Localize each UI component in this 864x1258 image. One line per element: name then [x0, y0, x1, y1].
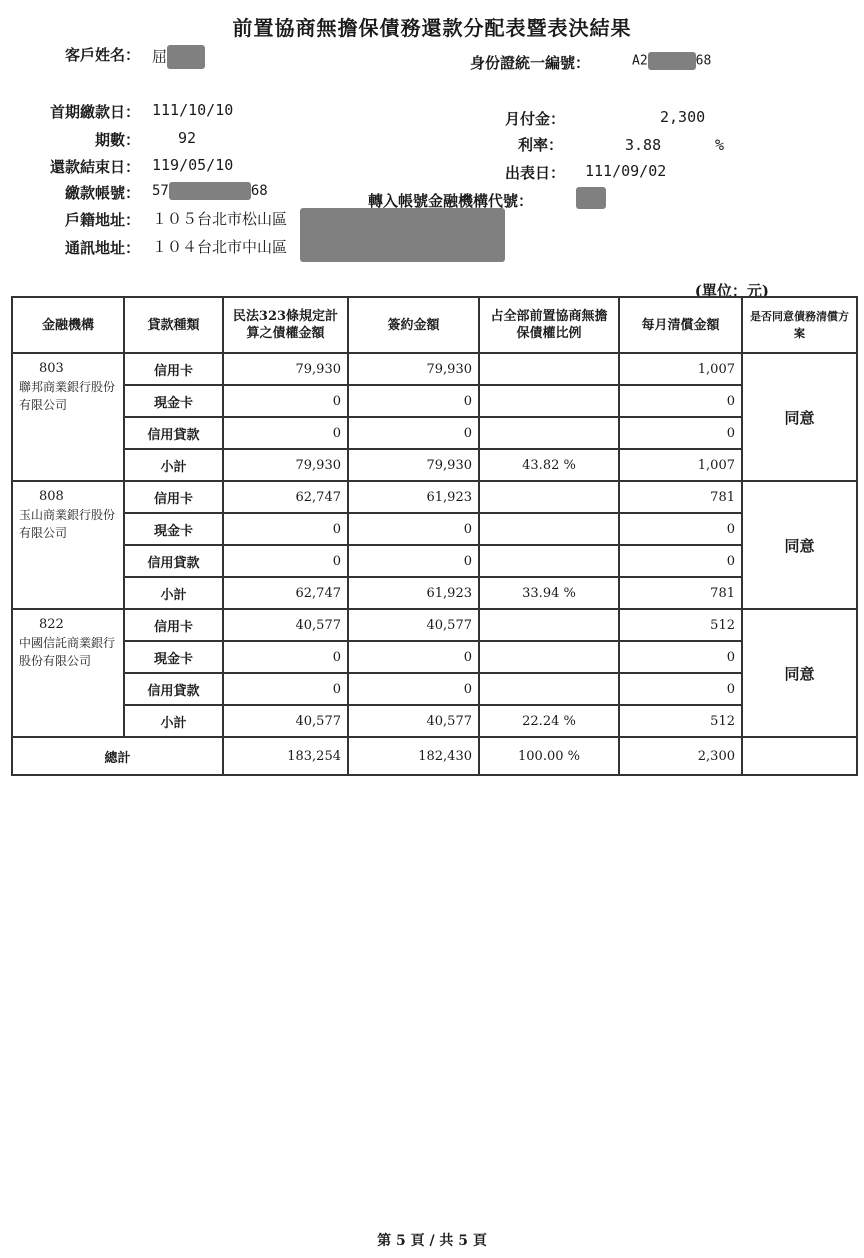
bank-code: 803 [39, 361, 64, 376]
signed-amount: 61,923 [348, 481, 479, 513]
ratio [479, 385, 619, 417]
monthly-amount: 0 [619, 417, 742, 449]
ratio [479, 481, 619, 513]
account-prefix: 57 [152, 183, 169, 199]
claim-amount: 79,930 [223, 353, 348, 385]
claim-amount: 0 [223, 513, 348, 545]
monthly-label: 月付金： [505, 110, 566, 128]
signed-amount: 79,930 [348, 353, 479, 385]
customer-name-label: 客戶姓名： [64, 46, 140, 64]
table-header-row [12, 297, 857, 353]
document-title: 前置協商無擔保債務還款分配表暨表決結果 [232, 16, 632, 40]
household-label: 戶籍地址： [64, 211, 140, 229]
signed-amount: 0 [348, 545, 479, 577]
monthly-amount: 0 [619, 673, 742, 705]
ratio [479, 513, 619, 545]
customer-name-value [152, 45, 205, 69]
ratio: 43.82 % [479, 449, 619, 481]
header-institution: 金融機構 [12, 297, 124, 353]
agree-status: 同意 [742, 609, 857, 737]
monthly-amount: 0 [619, 513, 742, 545]
claim-amount: 40,577 [223, 705, 348, 737]
claim-amount: 0 [223, 673, 348, 705]
loan-type: 現金卡 [124, 513, 223, 545]
loan-type: 小計 [124, 449, 223, 481]
table-row [12, 449, 857, 481]
redaction [169, 182, 251, 200]
allocation-table [11, 296, 858, 776]
periods-label: 期數： [94, 131, 140, 149]
total-agree-empty [742, 737, 857, 775]
table-row [12, 641, 857, 673]
monthly-amount: 0 [619, 385, 742, 417]
monthly-amount: 1,007 [619, 353, 742, 385]
signed-amount: 40,577 [348, 705, 479, 737]
total-signed: 182,430 [348, 737, 479, 775]
claim-amount: 0 [223, 641, 348, 673]
signed-amount: 40,577 [348, 609, 479, 641]
signed-amount: 0 [348, 385, 479, 417]
loan-type: 信用卡 [124, 609, 223, 641]
claim-amount: 62,747 [223, 577, 348, 609]
customer-name-text: 屈 [152, 47, 168, 66]
claim-amount: 0 [223, 385, 348, 417]
unit-label: (單位：元) [694, 282, 769, 300]
bank-cell [12, 481, 124, 609]
ratio: 33.94 % [479, 577, 619, 609]
table-row [12, 545, 857, 577]
claim-amount: 40,577 [223, 609, 348, 641]
page-number: 第 5 頁 / 共 5 頁 [377, 1233, 487, 1249]
table-row [12, 385, 857, 417]
account-value [152, 182, 268, 200]
total-claim: 183,254 [223, 737, 348, 775]
monthly-amount: 781 [619, 481, 742, 513]
redaction [167, 45, 205, 69]
monthly-amount: 1,007 [619, 449, 742, 481]
header-agree: 是否同意債務清償方案 [742, 297, 857, 353]
claim-amount: 62,747 [223, 481, 348, 513]
loan-type: 現金卡 [124, 385, 223, 417]
bank-name: 玉山商業銀行股份有限公司 [19, 508, 116, 540]
table-row [12, 417, 857, 449]
table-row [12, 609, 857, 641]
bank-cell [12, 353, 124, 481]
table-row [12, 481, 857, 513]
table-row [12, 513, 857, 545]
household-text: １０５台北市松山區 [152, 210, 288, 228]
periods-value: 92 [178, 129, 197, 147]
claim-amount: 0 [223, 545, 348, 577]
ratio [479, 641, 619, 673]
ratio [479, 417, 619, 449]
loan-type: 信用貸款 [124, 545, 223, 577]
transfer-label: 轉入帳號金融機構代號： [368, 192, 534, 210]
mail-label: 通訊地址： [64, 239, 140, 257]
monthly-amount: 0 [619, 641, 742, 673]
bank-code: 808 [39, 489, 64, 504]
monthly-value: 2,300 [660, 108, 706, 126]
table-row [12, 705, 857, 737]
signed-amount: 61,923 [348, 577, 479, 609]
header-signed: 簽約金額 [348, 297, 479, 353]
rate-unit: % [715, 136, 725, 154]
transfer-redaction [576, 187, 606, 209]
agree-status: 同意 [742, 353, 857, 481]
signed-amount: 79,930 [348, 449, 479, 481]
first-payment-label: 首期繳款日： [49, 103, 140, 121]
monthly-amount: 512 [619, 705, 742, 737]
table-row [12, 353, 857, 385]
bank-cell [12, 609, 124, 737]
bank-name: 聯邦商業銀行股份有限公司 [19, 380, 116, 412]
end-label: 還款結束日： [49, 158, 140, 176]
header-ratio: 占全部前置協商無擔保債權比例 [479, 297, 619, 353]
total-ratio: 100.00 % [479, 737, 619, 775]
signed-amount: 0 [348, 641, 479, 673]
claim-amount: 79,930 [223, 449, 348, 481]
header-loan-type: 貸款種類 [124, 297, 223, 353]
ratio [479, 609, 619, 641]
household-value [152, 208, 287, 229]
ratio [479, 673, 619, 705]
signed-amount: 0 [348, 673, 479, 705]
header-monthly: 每月清償金額 [619, 297, 742, 353]
id-suffix: 68 [695, 53, 712, 69]
loan-type: 信用卡 [124, 481, 223, 513]
account-label: 繳款帳號： [64, 184, 140, 202]
table-row [12, 673, 857, 705]
id-value [632, 52, 711, 70]
issue-label: 出表日： [505, 164, 566, 182]
claim-amount: 0 [223, 417, 348, 449]
monthly-amount: 781 [619, 577, 742, 609]
table-row [12, 577, 857, 609]
monthly-amount: 512 [619, 609, 742, 641]
loan-type: 信用貸款 [124, 673, 223, 705]
id-prefix: A2 [632, 53, 648, 69]
redaction [648, 52, 696, 70]
end-value: 119/05/10 [152, 156, 234, 174]
ratio [479, 353, 619, 385]
rate-value: 3.88 [625, 136, 662, 154]
bank-code: 822 [39, 617, 64, 632]
agree-status: 同意 [742, 481, 857, 609]
loan-type: 信用貸款 [124, 417, 223, 449]
id-label: 身份證統一編號： [470, 54, 591, 72]
issue-value: 111/09/02 [585, 162, 667, 180]
bank-name: 中國信託商業銀行股份有限公司 [19, 636, 116, 668]
total-row [12, 737, 857, 775]
total-label: 總計 [12, 737, 223, 775]
ratio [479, 545, 619, 577]
loan-type: 現金卡 [124, 641, 223, 673]
ratio: 22.24 % [479, 705, 619, 737]
rate-label: 利率： [518, 136, 564, 154]
signed-amount: 0 [348, 417, 479, 449]
first-payment-value: 111/10/10 [152, 101, 234, 119]
monthly-amount: 0 [619, 545, 742, 577]
total-monthly: 2,300 [619, 737, 742, 775]
loan-type: 小計 [124, 577, 223, 609]
loan-type: 小計 [124, 705, 223, 737]
loan-type: 信用卡 [124, 353, 223, 385]
header-claim: 民法323條規定計算之債權金額 [223, 297, 348, 353]
mail-value: １０４台北市中山區 [152, 238, 288, 256]
signed-amount: 0 [348, 513, 479, 545]
account-suffix: 68 [250, 183, 268, 199]
address-redaction [300, 208, 505, 262]
